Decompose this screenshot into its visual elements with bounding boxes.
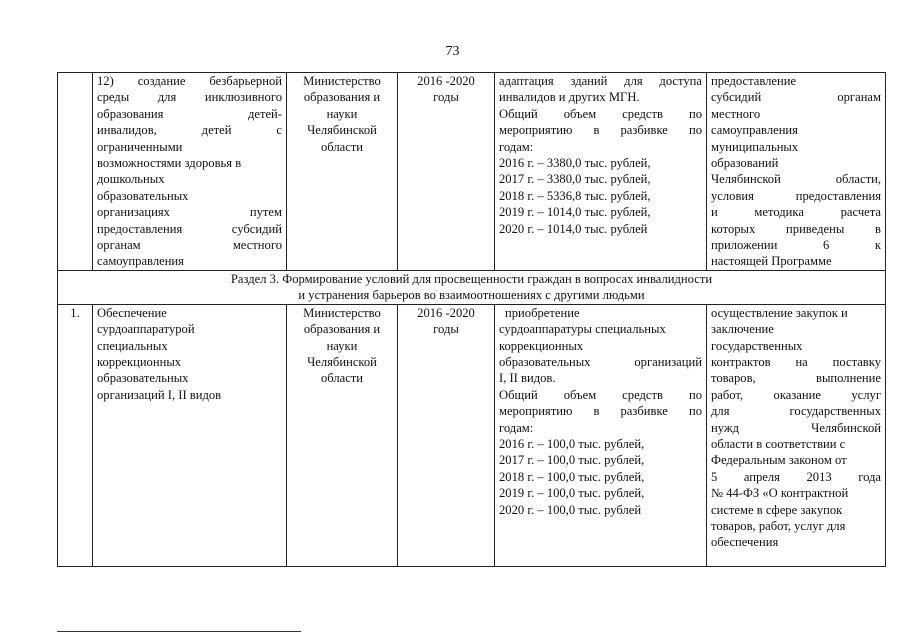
- page-number: 73: [445, 44, 460, 59]
- measure-cell: 12) создание безбарьерной среды для инклюзивного образования детей- инвалидов, детей с ограниченными возможностями здоровья в дошкольных образовательных организациях путем предоставления субсидий органам местного самоуправления: [93, 73, 287, 271]
- footnote-separator: [57, 631, 301, 632]
- section-heading: Раздел 3. Формирование условий для просвещенности граждан в вопросах инвалидности и устранения барьеров во взаимоотношениях с другими людьми: [58, 270, 886, 304]
- section-heading-row: [58, 270, 886, 304]
- row-number: [58, 73, 93, 271]
- funding-cell: приобретение сурдоаппаратуры специальных коррекционных образовательных организаций I, II видов. Общий объем средств по мероприятию в разбивке по годам: 2016 г. – 100,0 тыс. рублей, 2017 г. – 100,0 тыс. рублей, 2018 г. – 100,0 тыс. рублей, 2019 г. – 100,0 тыс. рублей, 2020 г. – 100,0 тыс. рублей: [495, 304, 707, 566]
- funding-cell: адаптация зданий для доступа инвалидов и других МГН. Общий объем средств по мероприятию в разбивке по годам: 2016 г. – 3380,0 тыс. рублей, 2017 г. – 3380,0 тыс. рублей, 2018 г. – 5336,8 тыс. рублей, 2019 г. – 1014,0 тыс. рублей, 2020 г. – 1014,0 тыс. рублей: [495, 73, 707, 271]
- table-row: [58, 304, 886, 566]
- measure-cell: Обеспечение сурдоаппаратурой специальных коррекционных образовательных организаций I, II видов: [93, 304, 287, 566]
- period-cell: 2016 -2020 годы: [398, 304, 495, 566]
- mechanism-cell: предоставление субсидий органам местного самоуправления муниципальных образований Челябинской области, условия предоставления и методика расчета которых приведены в приложении 6 к настоящей Программе: [707, 73, 886, 271]
- table-row: [58, 73, 886, 271]
- row-number: 1.: [58, 304, 93, 566]
- executor-cell: Министерство образования и науки Челябинской области: [287, 73, 398, 271]
- executor-cell: Министерство образования и науки Челябинской области: [287, 304, 398, 566]
- period-cell: 2016 -2020 годы: [398, 73, 495, 271]
- mechanism-cell: осуществление закупок и заключение государственных контрактов на поставку товаров, выполнение работ, оказание услуг для государственных нужд Челябинской области в соответствии с Федеральным законом от 5 апреля 2013 года № 44-ФЗ «О контрактной системе в сфере закупок товаров, работ, услуг для обеспечения: [707, 304, 886, 566]
- program-table: [57, 72, 886, 567]
